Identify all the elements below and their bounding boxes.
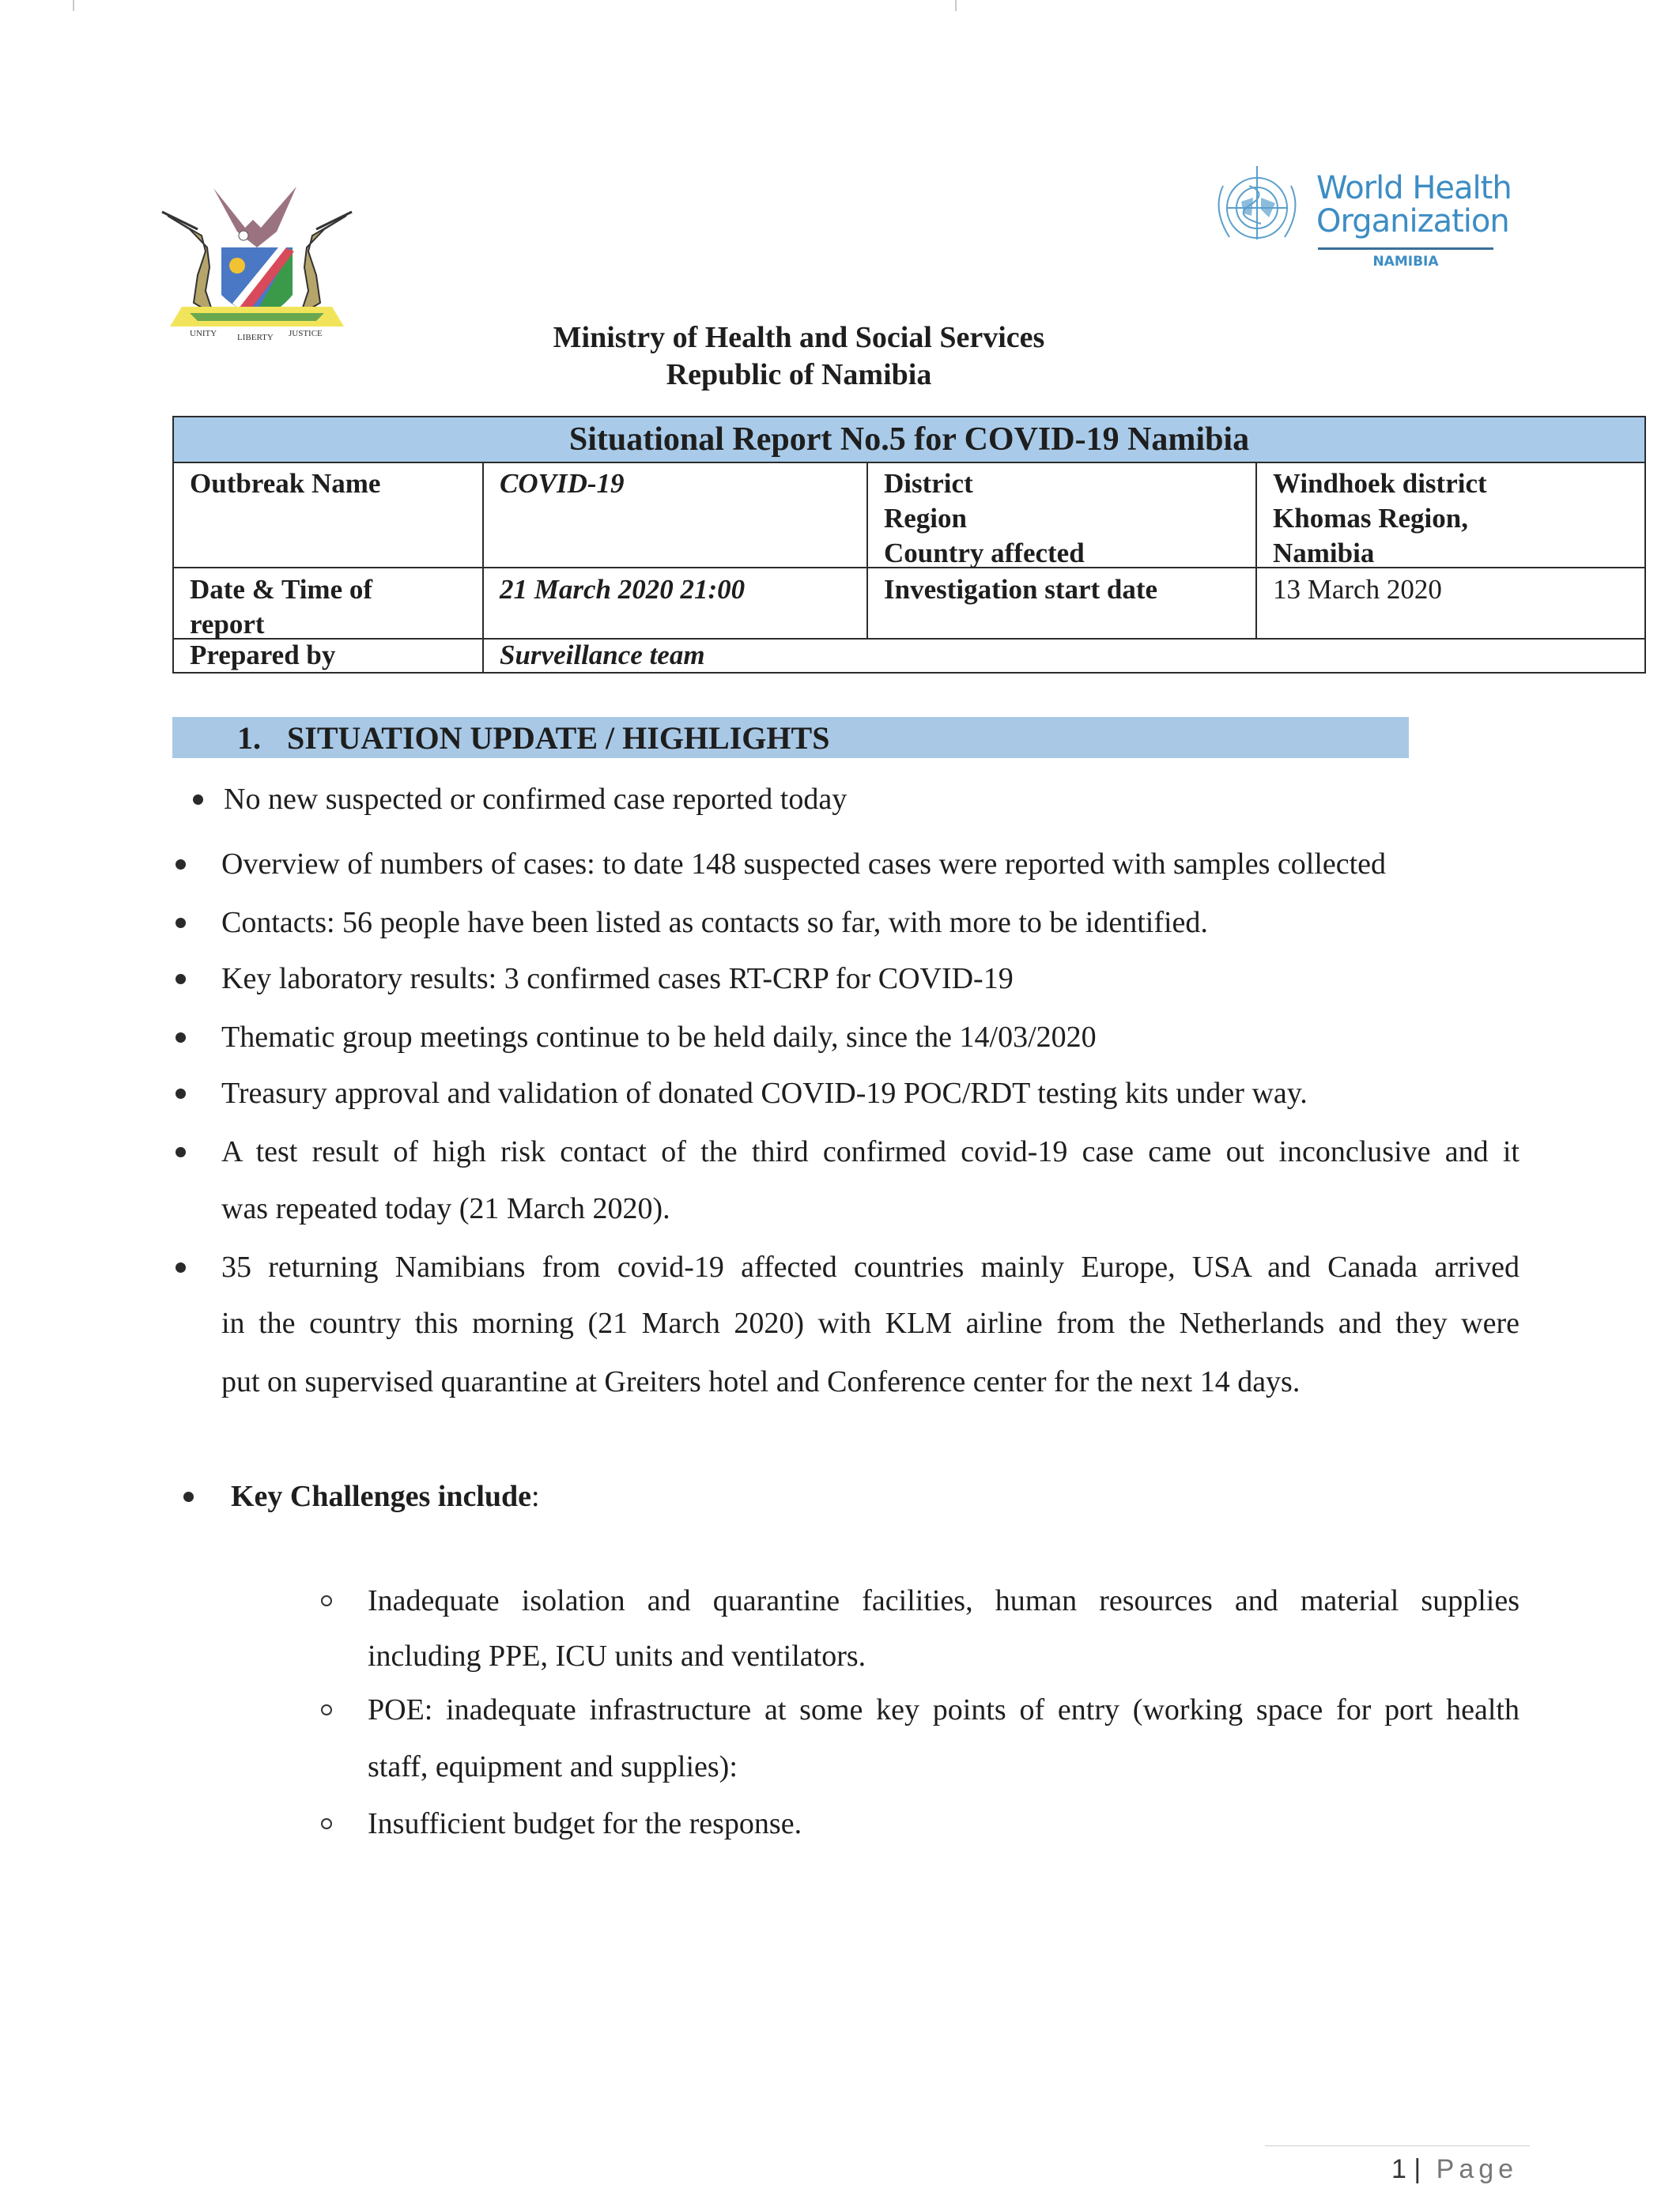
bullet-icon	[176, 918, 186, 928]
list-item: Key laboratory results: 3 confirmed cases RT-CRP for COVID-19	[221, 962, 1014, 995]
list-item-continuation: put on supervised quarantine at Greiters hotel and Conference center for the next 14 days.	[221, 1365, 1301, 1398]
ministry-name: Ministry of Health and Social Services	[553, 321, 1045, 354]
value-country: Namibia	[1273, 538, 1375, 568]
list-item-continuation: was repeated today (21 March 2020).	[221, 1192, 670, 1225]
label-outbreak-name: Outbreak Name	[190, 468, 381, 499]
key-challenges-label: Key Challenges include	[231, 1480, 532, 1513]
value-date-time: 21 March 2020 21:00	[500, 574, 746, 605]
value-prepared-by: Surveillance team	[500, 640, 705, 670]
key-challenges-heading	[231, 1479, 540, 1514]
page-number: 1	[1391, 2154, 1406, 2184]
table-col-divider	[482, 462, 484, 674]
namibia-coat-of-arms-icon	[158, 172, 356, 342]
label-prepared-by: Prepared by	[190, 640, 336, 670]
bullet-icon	[176, 974, 186, 984]
section-number: 1.	[237, 720, 261, 756]
circle-bullet-icon	[321, 1704, 332, 1715]
section-heading	[172, 717, 1409, 758]
bullet-icon	[176, 859, 186, 870]
bullet-icon	[176, 1262, 186, 1273]
key-challenges-colon: :	[531, 1480, 540, 1513]
who-logo	[1206, 162, 1514, 281]
label-region: Region	[884, 503, 967, 534]
list-item: Treasury approval and validation of donated COVID-19 POC/RDT testing kits under way.	[221, 1077, 1308, 1110]
list-item-continuation: in the country this morning (21 March 2020) with KLM airline from the Netherlands and they were	[221, 1307, 1520, 1340]
page-label: Page	[1436, 2154, 1519, 2184]
circle-bullet-icon	[321, 1595, 332, 1606]
label-date-time	[190, 572, 372, 642]
challenge-item: POE: inadequate infrastructure at some key points of entry (working space for port health	[368, 1693, 1520, 1726]
challenge-item-continuation: staff, equipment and supplies):	[368, 1750, 738, 1783]
republic-name: Republic of Namibia	[666, 358, 932, 391]
bullet-icon	[176, 1032, 186, 1043]
page-separator: |	[1414, 2154, 1421, 2184]
footer-rule	[1265, 2145, 1530, 2146]
value-district: Windhoek district	[1273, 468, 1487, 499]
label-country: Country affected	[884, 538, 1085, 568]
report-info-table	[172, 416, 1646, 674]
challenge-item: Inadequate isolation and quarantine facilities, human resources and material supplies	[368, 1584, 1520, 1617]
list-item: Thematic group meetings continue to be held daily, since the 14/03/2020	[221, 1021, 1097, 1054]
table-col-divider	[866, 462, 868, 639]
circle-bullet-icon	[321, 1818, 332, 1829]
list-item: 35 returning Namibians from covid-19 affected countries mainly Europe, USA and Canada arrived	[221, 1251, 1520, 1284]
label-date-time-line1: Date & Time of	[190, 574, 373, 605]
scan-artifact	[73, 0, 74, 11]
who-divider	[1318, 247, 1493, 250]
table-row-divider	[174, 638, 1644, 640]
who-country: NAMIBIA	[1372, 254, 1439, 270]
bullet-icon	[176, 1147, 186, 1157]
svg-text:UNITY: UNITY	[190, 329, 217, 338]
who-name-line1: World Health	[1316, 170, 1512, 206]
bullet-icon	[176, 1089, 186, 1099]
list-item: Overview of numbers of cases: to date 148 suspected cases were reported with samples collected	[221, 847, 1387, 881]
table-col-divider	[1255, 462, 1257, 639]
report-title: Situational Report No.5 for COVID-19 Namibia	[174, 417, 1644, 463]
value-region: Khomas Region,	[1273, 503, 1468, 534]
challenge-item: Insufficient budget for the response.	[368, 1807, 802, 1840]
who-name-line2: Organization	[1316, 203, 1509, 240]
scan-artifact	[955, 0, 957, 11]
svg-text:JUSTICE: JUSTICE	[289, 329, 323, 338]
value-investigation-start: 13 March 2020	[1273, 574, 1442, 605]
bullet-icon	[193, 794, 203, 805]
label-investigation-start: Investigation start date	[884, 574, 1158, 605]
section-title: SITUATION UPDATE / HIGHLIGHTS	[287, 720, 830, 756]
list-item: Contacts: 56 people have been listed as contacts so far, with more to be identified.	[221, 906, 1208, 939]
challenge-item-continuation: including PPE, ICU units and ventilators.	[368, 1640, 866, 1673]
label-district: District	[884, 468, 973, 499]
bullet-icon	[183, 1492, 194, 1502]
label-district-region-country	[884, 466, 1085, 571]
label-date-time-line2: report	[190, 609, 265, 640]
page-footer	[1391, 2153, 1518, 2185]
list-item: No new suspected or confirmed case reported today	[224, 783, 848, 816]
list-item: A test result of high risk contact of the third confirmed covid-19 case came out inconclusive and it	[221, 1135, 1520, 1168]
svg-text:LIBERTY: LIBERTY	[237, 333, 274, 342]
who-emblem-icon	[1206, 162, 1308, 257]
value-outbreak-name: COVID-19	[500, 468, 625, 499]
value-district-region-country	[1273, 466, 1487, 571]
